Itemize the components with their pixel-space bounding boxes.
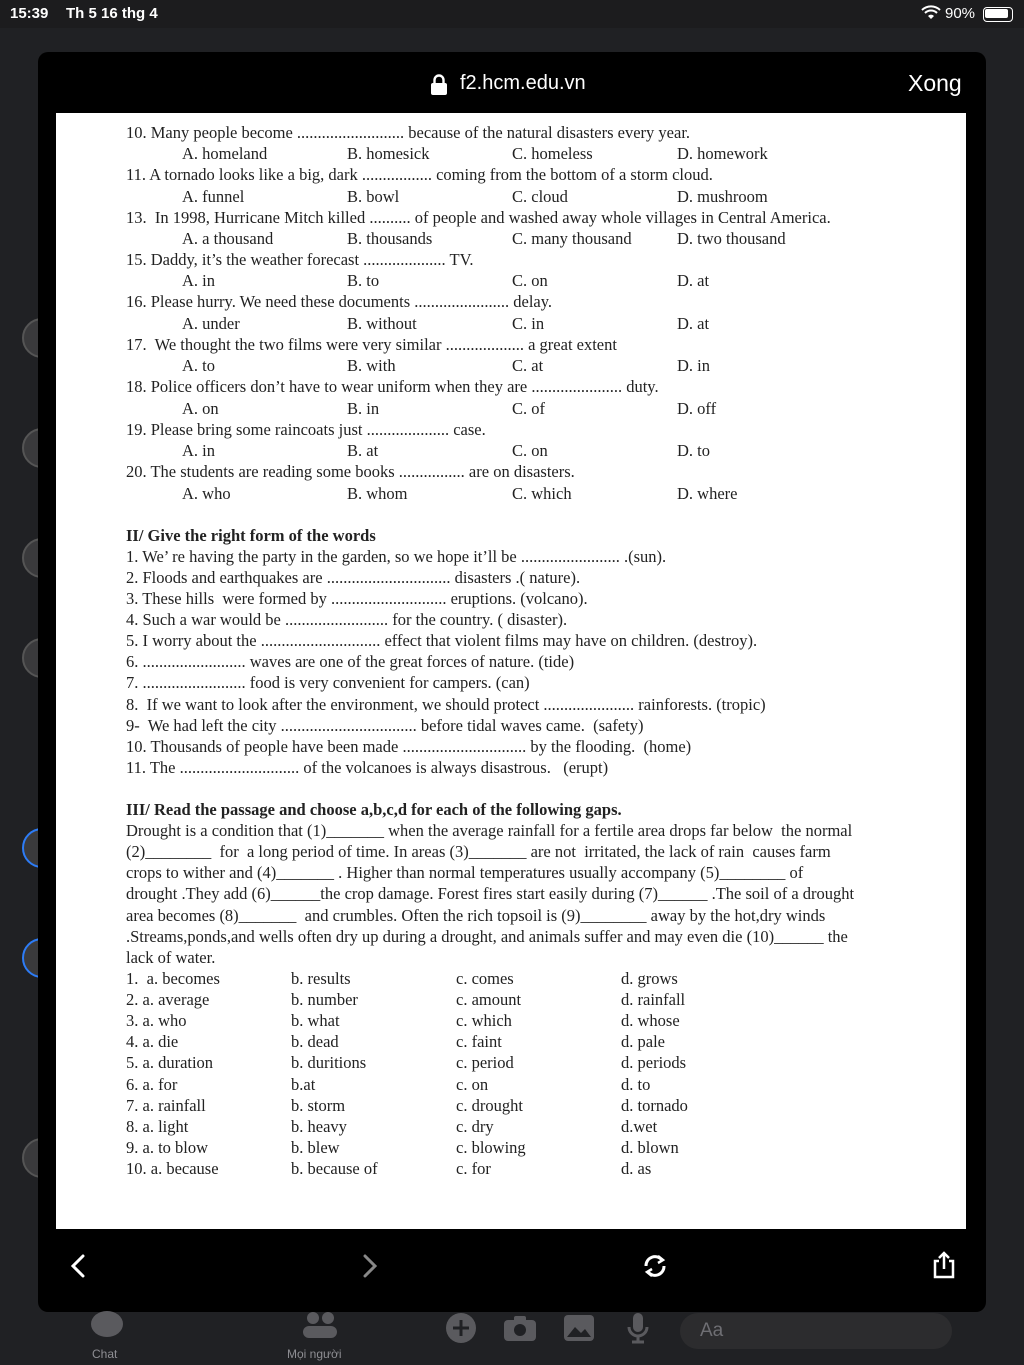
document-page [56,113,966,1229]
tab-chat[interactable]: Chat [92,1347,118,1361]
document-line: 2. Floods and earthquakes are .............................. disasters .( nature). [126,568,581,587]
document-line: 9. a. to blow [126,1138,209,1157]
reload-icon[interactable] [642,1250,668,1290]
document-line: C. which [512,484,572,503]
document-line: 7. a. rainfall [126,1096,206,1115]
document-line: 11. A tornado looks like a big, dark ................. coming from the bottom of a storm cloud. [126,165,713,184]
document-line: b. results [291,969,351,988]
document-line: d.wet [621,1117,658,1136]
document-line: b. heavy [291,1117,347,1136]
document-line: lack of water. [126,948,216,967]
back-icon[interactable] [70,1250,86,1290]
document-line: D. two thousand [677,229,786,248]
document-line: Drought is a condition that (1)_______ when the average rainfall for a fertile area drops far below the normal [126,821,853,840]
document-line: c. dry [456,1117,494,1136]
battery-percent: 90% [945,5,976,22]
document-line: D. at [677,271,710,290]
document-line: D. at [677,314,710,333]
document-line: C. on [512,271,548,290]
document-line: d. as [621,1159,652,1178]
section-heading: III/ Read the passage and choose a,b,c,d for each of the following gaps. [126,800,622,819]
document-line: D. off [677,399,717,418]
document-line: 16. Please hurry. We need these documents ....................... delay. [126,292,553,311]
document-line: .Streams,ponds,and wells often dry up during a drought, and animals suffer and may even die (10)______ the [126,927,848,946]
share-icon[interactable] [932,1250,956,1290]
document-line: D. to [677,441,710,460]
document-line: c. for [456,1159,491,1178]
document-line: 1. We’ re having the party in the garden, so we hope it’ll be ........................ .(sun). [126,547,667,566]
document-line: c. amount [456,990,522,1009]
document-line: 5. a. duration [126,1053,214,1072]
status-bar [0,0,1024,28]
document-line: 3. These hills were formed by ............................ eruptions. (volcano). [126,589,588,608]
document-line: A. funnel [182,187,245,206]
document-line: d. pale [621,1032,665,1051]
document-line: d. periods [621,1053,687,1072]
people-icon[interactable] [300,1310,340,1347]
plus-icon[interactable] [445,1312,477,1351]
document-line: d. blown [621,1138,679,1157]
microphone-icon[interactable] [626,1312,650,1351]
document-line: D. homework [677,144,768,163]
document-line: (2)________ for a long period of time. In areas (3)_______ are not irritated, the lack of rain causes farm [126,842,831,861]
document-line: 8. If we want to look after the environment, we should protect ...................... rainforests. (tropic) [126,695,766,714]
document-line: D. mushroom [677,187,768,206]
document-line: C. on [512,441,548,460]
document-line: 3. a. who [126,1011,187,1030]
document-line: B. with [347,356,396,375]
document-line: 15. Daddy, it’s the weather forecast .................... TV. [126,250,474,269]
document-line: 4. a. die [126,1032,179,1051]
document-line: b. number [291,990,358,1009]
document-line: d. whose [621,1011,680,1030]
document-line: C. at [512,356,544,375]
document-line: 2. a. average [126,990,210,1009]
document-line: c. blowing [456,1138,526,1157]
document-viewer [38,52,986,1312]
document-line: b.at [291,1075,316,1094]
document-line: 13. In 1998, Hurricane Mitch killed .......... of people and washed away whole villages in Central America. [126,208,831,227]
document-line: 18. Police officers don’t have to wear uniform when they are ...................... duty. [126,377,659,396]
document-line: C. of [512,399,545,418]
document-line: 7. ......................... food is very convenient for campers. (can) [126,673,530,692]
document-line: 10. a. because [126,1159,219,1178]
document-line: 10. Thousands of people have been made .............................. by the flooding. (home) [126,737,692,756]
document-line: c. on [456,1075,489,1094]
document-line: C. in [512,314,545,333]
message-input-placeholder: Aa [700,1320,724,1341]
document-line: c. which [456,1011,512,1030]
document-line: B. bowl [347,187,400,206]
document-line: 11. The ............................. of the volcanoes is always disastrous. (erupt) [126,758,609,777]
document-line: b. what [291,1011,340,1030]
message-input[interactable] [680,1313,952,1349]
lock-icon [430,74,448,94]
document-line: b. blew [291,1138,340,1157]
status-date: Th 5 16 thg 4 [66,5,158,22]
document-line: A. in [182,441,215,460]
document-line: c. drought [456,1096,523,1115]
url-text: f2.hcm.edu.vn [460,72,586,94]
document-line: C. homeless [512,144,593,163]
url-bar [38,60,986,108]
document-line: B. at [347,441,379,460]
document-line: 1. a. becomes [126,969,220,988]
gallery-icon[interactable] [563,1314,595,1349]
document-line: A. to [182,356,215,375]
document-line: A. a thousand [182,229,274,248]
status-time: 15:39 [10,5,49,22]
document-line: d. to [621,1075,651,1094]
done-button[interactable]: Xong [908,70,962,96]
forward-icon[interactable] [362,1250,378,1290]
document-line: 6. a. for [126,1075,178,1094]
document-line: b. dead [291,1032,339,1051]
document-line: 4. Such a war would be ......................... for the country. ( disaster). [126,610,568,629]
document-line: A. on [182,399,219,418]
document-line: A. under [182,314,240,333]
document-line: D. in [677,356,710,375]
document-line: C. cloud [512,187,568,206]
document-line: B. thousands [347,229,433,248]
document-line: 19. Please bring some raincoats just .................... case. [126,420,486,439]
document-line: d. tornado [621,1096,688,1115]
document-line: D. where [677,484,738,503]
document-line: B. in [347,399,380,418]
document-line: b. storm [291,1096,346,1115]
document-line: B. homesick [347,144,430,163]
document-line: c. period [456,1053,514,1072]
document-line: b. duritions [291,1053,367,1072]
document-line: 8. a. light [126,1117,189,1136]
document-line: drought .They add (6)______the crop damage. Forest fires start easily during (7)______ .The soil of a drought [126,884,855,903]
document-line: C. many thousand [512,229,632,248]
document-line: B. to [347,271,380,290]
document-line: 9- We had left the city ................................. before tidal waves came. (safety) [126,716,644,735]
document-line: c. faint [456,1032,502,1051]
document-line: d. grows [621,969,678,988]
document-line: crops to wither and (4)_______ . Higher than normal temperatures usually accompany (5)________ of [126,863,804,882]
tab-people[interactable]: Mọi người [287,1347,342,1361]
document-line: A. who [182,484,231,503]
document-line: A. homeland [182,144,268,163]
document-line: b. because of [291,1159,378,1178]
document-line: c. comes [456,969,514,988]
wifi-icon [921,5,941,25]
document-line: B. without [347,314,417,333]
document-line: 5. I worry about the ............................. effect that violent films may have on children. (destroy). [126,631,758,650]
section-heading: II/ Give the right form of the words [126,526,376,545]
document-line: area becomes (8)_______ and crumbles. Often the rich topsoil is (9)________ away by the hot,dry winds [126,906,826,925]
document-line: 6. ......................... waves are one of the great forces of nature. (tide) [126,652,575,671]
document-line: d. rainfall [621,990,686,1009]
document-line: A. in [182,271,215,290]
chat-icon[interactable] [90,1310,124,1347]
document-line: 10. Many people become .......................... because of the natural disasters every year. [126,123,691,142]
document-line: 17. We thought the two films were very similar ................... a great extent [126,335,617,354]
document-line: 20. The students are reading some books ................ are on disasters. [126,462,575,481]
document-line: B. whom [347,484,408,503]
camera-icon[interactable] [503,1314,537,1349]
viewer-toolbar [38,1242,986,1302]
battery-icon [983,7,1013,22]
